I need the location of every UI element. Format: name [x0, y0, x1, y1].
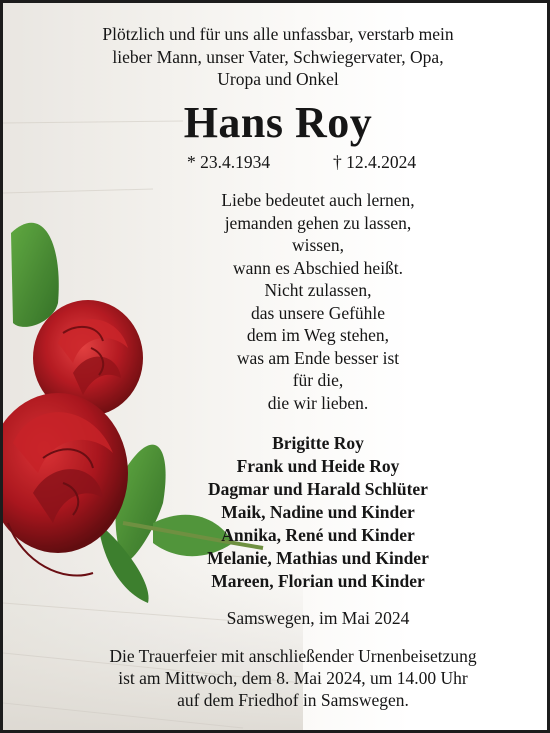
intro-text: [63, 23, 493, 91]
poem-line: wann es Abschied heißt.: [232, 257, 404, 278]
funeral-line: ist am Mittwoch, dem 8. Mai 2024, um 14.00 Uhr: [118, 668, 468, 688]
intro-line: lieber Mann, unser Vater, Schwiegervater, Opa,: [112, 46, 444, 67]
poem-line: jemanden gehen zu lassen,: [224, 212, 412, 233]
poem-line: wissen,: [291, 235, 344, 255]
poem-line: die wir lieben.: [267, 392, 369, 413]
death-date: † 12.4.2024: [333, 152, 417, 172]
poem-line: was am Ende besser ist: [236, 347, 400, 368]
poem-line: für die,: [292, 370, 344, 390]
mourner-name: Annika, René und Kinder: [221, 525, 415, 545]
funeral-line: auf dem Friedhof in Samswegen.: [177, 690, 409, 710]
mourner-name: Mareen, Florian und Kinder: [211, 571, 425, 591]
birth-date: * 23.4.1934: [187, 152, 271, 172]
poem-line: Nicht zulassen,: [264, 280, 372, 300]
place-and-date: Samswegen, im Mai 2024: [226, 608, 410, 628]
poem-line: Liebe bedeutet auch lernen,: [221, 190, 415, 210]
intro-line: Plötzlich und für uns alle unfassbar, verstarb mein: [102, 24, 454, 44]
poem-line: dem im Weg stehen,: [246, 325, 390, 345]
poem: [133, 189, 503, 414]
intro-line: Uropa und Onkel: [217, 69, 339, 89]
mourner-name: Dagmar und Harald Schlüter: [208, 479, 428, 499]
deceased-name: Hans Roy: [183, 98, 373, 147]
mourner-name: Frank und Heide Roy: [236, 456, 400, 476]
mourners-list: [133, 432, 503, 593]
poem-line: das unsere Gefühle: [250, 302, 386, 323]
mourner-name: Brigitte Roy: [272, 433, 364, 453]
mourner-name: Melanie, Mathias und Kinder: [207, 548, 429, 568]
funeral-details: [43, 645, 543, 711]
funeral-line: Die Trauerfeier mit anschließender Urnenbeisetzung: [109, 646, 477, 666]
mourner-name: Maik, Nadine und Kinder: [221, 502, 415, 522]
